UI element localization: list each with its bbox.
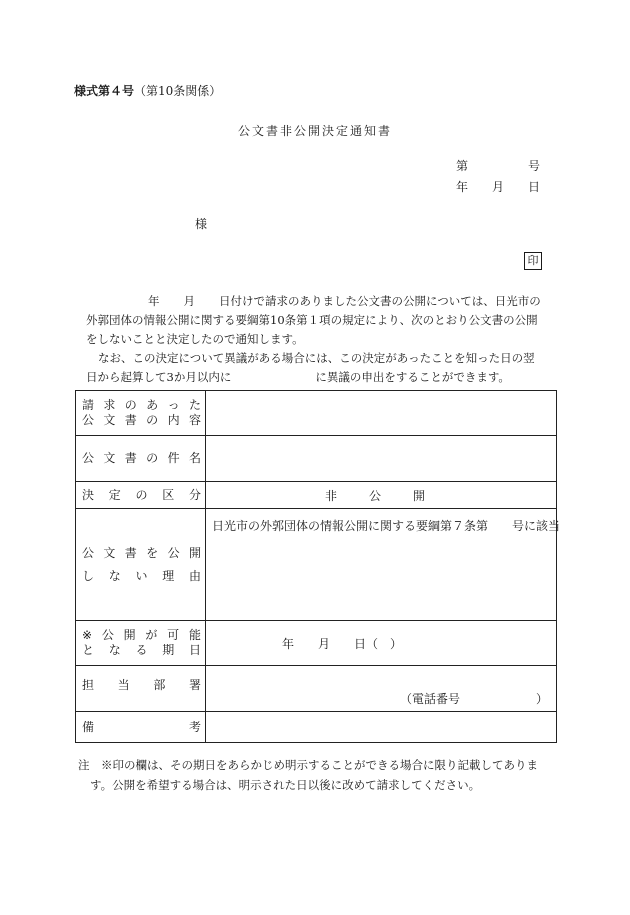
notice-body xyxy=(86,292,556,387)
label-char: 開 xyxy=(188,545,201,560)
label-char: 書 xyxy=(124,545,137,560)
label-char: が xyxy=(145,628,158,642)
label-char: 内 xyxy=(167,413,180,427)
body-line-1: 年 月 日付けで請求のありました公文書の公開については、日光市の xyxy=(148,294,541,308)
label-char: 公 xyxy=(82,545,95,560)
label-char: 公 xyxy=(101,628,114,642)
label-char: 書 xyxy=(124,413,137,427)
label-char: 能 xyxy=(188,628,201,642)
date-month: 月 xyxy=(492,180,505,194)
label-char: を xyxy=(146,545,159,560)
label-decision-type xyxy=(76,482,206,509)
doc-number-prefix: 第 xyxy=(456,159,469,173)
label-char: 理 xyxy=(162,568,175,583)
body-line-3: をしないことと決定したので通知します。 xyxy=(86,332,304,346)
label-char: い xyxy=(135,568,148,583)
label-char: 文 xyxy=(103,413,116,427)
label-char: 非 xyxy=(324,488,337,503)
decision-table xyxy=(75,390,561,743)
date-day: 日 xyxy=(528,180,541,194)
label-char: 部 xyxy=(153,678,166,692)
label-char: 定 xyxy=(108,487,121,502)
label-char: 開 xyxy=(413,488,426,503)
label-char: た xyxy=(188,398,201,412)
label-disclosure-date xyxy=(76,621,206,666)
table-row xyxy=(76,621,557,666)
value-document-title[interactable] xyxy=(206,436,557,482)
value-remarks[interactable] xyxy=(206,712,557,743)
label-char: 求 xyxy=(103,398,116,412)
footnote-line-2: す。公開を希望する場合は、明示された日以後に改めて請求してください。 xyxy=(90,778,481,792)
label-char: る xyxy=(135,643,148,657)
label-char: 開 xyxy=(123,628,136,642)
label-char: の xyxy=(146,413,159,427)
label-char: 名 xyxy=(188,451,201,465)
body-line-5: 日から起算して3か月以内に に異議の申出をすることができます。 xyxy=(86,370,510,384)
addressee-suffix: 様 xyxy=(195,217,208,231)
label-char: の xyxy=(135,487,148,502)
label-char: 区 xyxy=(162,487,175,502)
form-number: 様式第４号 xyxy=(74,84,135,98)
table-row xyxy=(76,391,557,436)
label-char: 可 xyxy=(167,628,180,642)
label-char: 件 xyxy=(167,451,180,465)
label-char: 期 xyxy=(162,643,175,657)
value-decision-type xyxy=(206,482,557,509)
label-char: 署 xyxy=(188,678,201,692)
value-request-content[interactable] xyxy=(206,391,557,436)
label-char: 公 xyxy=(82,413,95,427)
value-department[interactable]: （電話番号 ） xyxy=(206,666,557,712)
label-request-content xyxy=(76,391,206,436)
label-char: 文 xyxy=(103,451,116,465)
label-char: 備 xyxy=(82,719,95,734)
label-char: の xyxy=(146,451,159,465)
date-year: 年 xyxy=(456,180,469,194)
body-line-2: 外郭団体の情報公開に関する要綱第10条第１項の規定により、次のとおり公文書の公開 xyxy=(86,313,538,327)
label-char: 公 xyxy=(167,545,180,560)
footnote-line-1: 注 ※印の欄は、その期日をあらかじめ明示することができる場合に限り記載してありま xyxy=(78,758,538,772)
label-nondisclosure-reason xyxy=(76,509,206,621)
label-char: な xyxy=(108,568,121,583)
doc-number-suffix: 号 xyxy=(528,159,541,173)
table-row xyxy=(76,712,557,743)
label-department xyxy=(76,666,206,712)
label-char: 決 xyxy=(82,487,95,502)
seal-icon: 印 xyxy=(524,252,542,270)
label-char: 公 xyxy=(368,488,381,503)
label-char: 文 xyxy=(103,545,116,560)
table-row xyxy=(76,509,557,621)
label-char: な xyxy=(108,643,121,657)
label-char: 分 xyxy=(188,487,201,502)
label-char: 担 xyxy=(82,678,95,692)
form-relation: （第10条関係） xyxy=(134,84,222,98)
label-char: 請 xyxy=(82,398,95,412)
table-row xyxy=(76,666,557,712)
body-line-4: なお、この決定について異議がある場合には、この決定があったことを知った日の翌 xyxy=(98,351,535,365)
label-char: 公 xyxy=(82,451,95,465)
label-char: 由 xyxy=(188,568,201,583)
label-char: ※ xyxy=(82,628,93,642)
label-char: 書 xyxy=(124,451,137,465)
label-char: し xyxy=(82,568,95,583)
label-char: 当 xyxy=(117,678,130,692)
label-document-title xyxy=(76,436,206,482)
value-disclosure-date[interactable]: 年 月 日（ ） xyxy=(206,621,557,666)
label-char: あ xyxy=(146,398,159,412)
footnote xyxy=(78,755,558,795)
table-row xyxy=(76,482,557,509)
table-row xyxy=(76,436,557,482)
label-remarks xyxy=(76,712,206,743)
label-char: の xyxy=(124,398,137,412)
label-char: と xyxy=(82,643,95,657)
page-title: 公文書非公開決定通知書 xyxy=(237,124,392,138)
label-char: っ xyxy=(167,398,180,412)
value-nondisclosure-reason: 日光市の外郭団体の情報公開に関する要綱第７条第 号に該当 xyxy=(206,509,557,621)
form-number-header xyxy=(74,85,221,97)
label-char: 容 xyxy=(188,413,201,427)
label-char: 日 xyxy=(188,643,201,657)
label-char: 考 xyxy=(188,719,201,734)
